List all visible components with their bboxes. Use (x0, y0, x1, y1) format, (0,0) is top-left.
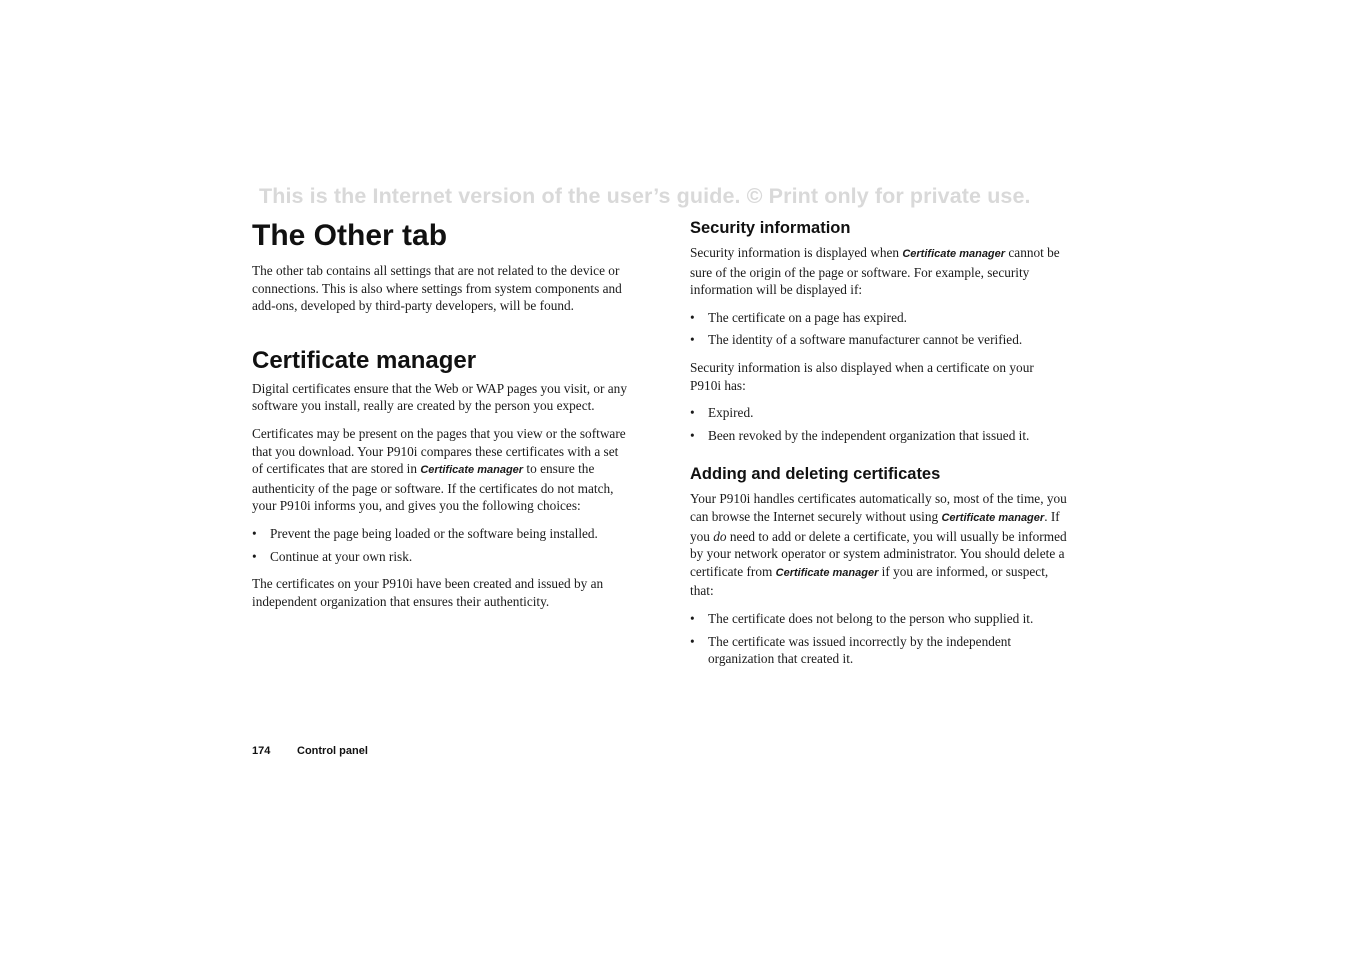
adding-list (690, 610, 1068, 668)
right-column (690, 218, 1068, 678)
certificate-manager-heading: Certificate manager (252, 346, 477, 374)
page-number: 174 (252, 745, 271, 757)
security-list-1 (690, 309, 1068, 349)
list-item: • Expired. (690, 404, 1068, 422)
left-column (252, 218, 627, 620)
ui-term-certificate-manager: Certificate manager (902, 248, 1006, 260)
adding-deleting-heading: Adding and deleting certificates (690, 465, 941, 484)
security-paragraph-1: Security information is displayed when Certificate manager cannot be sure of the origin of the page or software. For example, security information will be displayed if: (690, 245, 1060, 298)
choices-list (252, 525, 627, 565)
adding-paragraph: Your P910i handles certificates automatically so, most of the time, you can browse the Internet securely without using Certificate manager. If you do need to add or delete a certificate, you will usually be informed by your network operator or system administrator. You should delete a certificate from Certificate manager if you are informed, or suspect, that: (690, 491, 1067, 599)
page-footer (252, 745, 368, 757)
section-name: Control panel (297, 745, 368, 757)
cert-paragraph-3: The certificates on your P910i have been created and issued by an independent organization that ensures their authenticity. (252, 576, 604, 609)
ui-term-certificate-manager: Certificate manager (941, 511, 1045, 524)
list-item: • The identity of a software manufacturer cannot be verified. (690, 331, 1068, 349)
page-title: The Other tab (252, 219, 448, 252)
list-item: • The certificate was issued incorrectly by the independent organization that created it. (690, 633, 1068, 668)
list-item: • The certificate on a page has expired. (690, 309, 1068, 327)
cert-paragraph-1: Digital certificates ensure that the Web or WAP pages you visit, or any software you install, really are created by the person you expect. (252, 380, 627, 414)
cert-paragraph-2: Certificates may be present on the pages that you view or the software that you download. Your P910i compares these certificates with a set of certificates that are stored in Certificate manager to ensure the authenticity of the page or software. If the certificates do not match, your P910i informs you, and gives you the following choices: (252, 425, 626, 514)
security-information-heading: Security information (690, 219, 851, 237)
list-item: • Continue at your own risk. (252, 548, 627, 566)
emphasis-do: do (713, 528, 727, 544)
security-list-2 (690, 404, 1068, 444)
watermark: This is the Internet version of the user’s guide. © Print only for private use. (259, 184, 1031, 208)
list-item: • Prevent the page being loaded or the software being installed. (252, 525, 627, 543)
security-paragraph-2: Security information is also displayed when a certificate on your P910i has: (690, 359, 1034, 393)
ui-term-certificate-manager: Certificate manager (420, 464, 524, 477)
list-item: • Been revoked by the independent organization that issued it. (690, 427, 1068, 445)
intro-paragraph: The other tab contains all settings that are not related to the device or connections. This is also where settings from system components and add-ons, developed by third-party developers, will be found. (252, 263, 622, 314)
ui-term-certificate-manager: Certificate manager (775, 566, 879, 579)
list-item: • The certificate does not belong to the person who supplied it. (690, 610, 1068, 628)
